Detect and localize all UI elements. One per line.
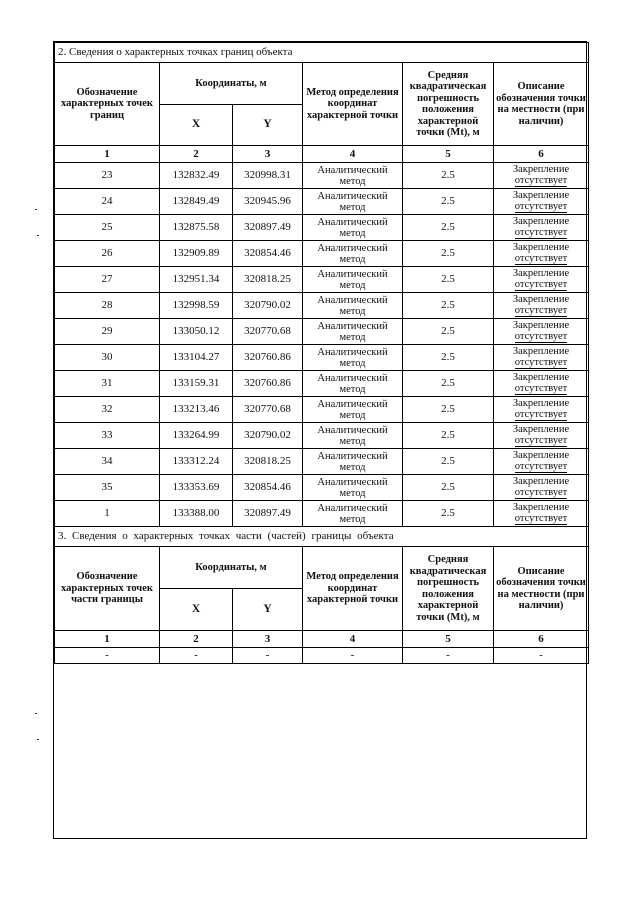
description-line-1: Закрепление	[512, 502, 570, 513]
empty-cell: -	[55, 648, 160, 664]
method-line-1: Аналитический	[317, 294, 388, 306]
method-line-2: метод	[339, 461, 366, 473]
y-coordinate-cell: 320790.02	[233, 293, 303, 319]
x-coordinate-cell: 132832.49	[160, 163, 233, 189]
description-line-2: отсутствует	[514, 435, 568, 446]
column-numbers-row	[55, 146, 589, 163]
method-cell	[303, 163, 403, 189]
empty-cell: -	[160, 648, 233, 664]
table-row	[55, 397, 589, 423]
point-id-cell: 33	[55, 423, 160, 449]
error-cell: 2.5	[403, 423, 494, 449]
method-line-1: Аналитический	[317, 268, 388, 280]
y-coordinate-cell: 320818.25	[233, 449, 303, 475]
description-line-1: Закрепление	[512, 216, 570, 227]
table-row	[55, 371, 589, 397]
point-id-cell: 30	[55, 345, 160, 371]
method-line-2: метод	[339, 331, 366, 343]
description-cell	[494, 319, 589, 345]
x-coordinate-cell: 132909.89	[160, 241, 233, 267]
document-frame	[53, 41, 587, 839]
description-line-2: отсутствует	[514, 305, 568, 316]
description-line-2: отсутствует	[514, 409, 568, 420]
header-coordinates: Координаты, м	[160, 547, 303, 589]
table-row	[55, 475, 589, 501]
description-cell	[494, 215, 589, 241]
description-cell	[494, 293, 589, 319]
method-line-1: Аналитический	[317, 502, 388, 514]
y-coordinate-cell: 320760.86	[233, 345, 303, 371]
description-line-2: отсутствует	[514, 227, 568, 238]
method-line-1: Аналитический	[317, 398, 388, 410]
description-line-2: отсутствует	[514, 357, 568, 368]
description-line-2: отсутствует	[514, 253, 568, 264]
error-cell: 2.5	[403, 241, 494, 267]
x-coordinate-cell: 133213.46	[160, 397, 233, 423]
description-cell	[494, 371, 589, 397]
point-id-cell: 34	[55, 449, 160, 475]
column-number: 2	[160, 631, 233, 648]
table-row	[55, 345, 589, 371]
method-line-1: Аналитический	[317, 190, 388, 202]
table-row-empty	[55, 648, 589, 664]
description-line-1: Закрепление	[512, 346, 570, 357]
scan-speck	[35, 713, 37, 714]
method-line-2: метод	[339, 175, 366, 187]
empty-cell: -	[494, 648, 589, 664]
header-description: Описание обозначения точки на местности (при наличии)	[494, 63, 589, 146]
column-number: 5	[403, 631, 494, 648]
table-row	[55, 163, 589, 189]
x-coordinate-cell: 132951.34	[160, 267, 233, 293]
y-coordinate-cell: 320897.49	[233, 501, 303, 527]
method-cell	[303, 423, 403, 449]
column-number: 1	[55, 146, 160, 163]
x-coordinate-cell: 132875.58	[160, 215, 233, 241]
x-coordinate-cell: 132998.59	[160, 293, 233, 319]
method-line-2: метод	[339, 513, 366, 525]
y-coordinate-cell: 320945.96	[233, 189, 303, 215]
point-id-cell: 23	[55, 163, 160, 189]
description-cell	[494, 475, 589, 501]
column-number: 4	[303, 146, 403, 163]
description-line-2: отсутствует	[514, 461, 568, 472]
error-cell: 2.5	[403, 345, 494, 371]
point-id-cell: 29	[55, 319, 160, 345]
method-line-2: метод	[339, 305, 366, 317]
section3-title: 3. Сведения о характерных точках части (частей) границы объекта	[55, 527, 589, 547]
method-cell	[303, 241, 403, 267]
method-cell	[303, 267, 403, 293]
method-line-1: Аналитический	[317, 476, 388, 488]
section2-title: 2. Сведения о характерных точках границ объекта	[55, 43, 589, 63]
error-cell: 2.5	[403, 215, 494, 241]
x-coordinate-cell: 133264.99	[160, 423, 233, 449]
description-cell	[494, 449, 589, 475]
method-line-2: метод	[339, 201, 366, 213]
method-line-2: метод	[339, 435, 366, 447]
method-line-2: метод	[339, 409, 366, 421]
method-line-2: метод	[339, 279, 366, 291]
scan-speck	[35, 209, 37, 210]
description-line-1: Закрепление	[512, 476, 570, 487]
error-cell: 2.5	[403, 475, 494, 501]
description-cell	[494, 345, 589, 371]
scan-speck	[37, 235, 39, 236]
point-id-cell: 24	[55, 189, 160, 215]
error-cell: 2.5	[403, 449, 494, 475]
header-method: Метод определения координат характерной точки	[303, 63, 403, 146]
table-row	[55, 241, 589, 267]
description-cell	[494, 189, 589, 215]
y-coordinate-cell: 320998.31	[233, 163, 303, 189]
column-number: 4	[303, 631, 403, 648]
header-method: Метод определения координат характерной точки	[303, 547, 403, 631]
description-line-2: отсутствует	[514, 279, 568, 290]
error-cell: 2.5	[403, 189, 494, 215]
y-coordinate-cell: 320897.49	[233, 215, 303, 241]
description-cell	[494, 501, 589, 527]
x-coordinate-cell: 133050.12	[160, 319, 233, 345]
method-line-1: Аналитический	[317, 164, 388, 176]
y-coordinate-cell: 320770.68	[233, 397, 303, 423]
x-coordinate-cell: 133312.24	[160, 449, 233, 475]
column-number: 2	[160, 146, 233, 163]
column-number: 5	[403, 146, 494, 163]
method-cell	[303, 449, 403, 475]
header-error: Средняя квадратическая погрешность положения характерной точки (Mt), м	[403, 63, 494, 146]
method-cell	[303, 475, 403, 501]
x-coordinate-cell: 132849.49	[160, 189, 233, 215]
error-cell: 2.5	[403, 501, 494, 527]
method-cell	[303, 319, 403, 345]
y-coordinate-cell: 320854.46	[233, 475, 303, 501]
table-row	[55, 423, 589, 449]
error-cell: 2.5	[403, 293, 494, 319]
point-id-cell: 28	[55, 293, 160, 319]
column-number: 6	[494, 631, 589, 648]
description-line-1: Закрепление	[512, 398, 570, 409]
description-line-1: Закрепление	[512, 268, 570, 279]
table-row	[55, 501, 589, 527]
point-id-cell: 1	[55, 501, 160, 527]
description-line-2: отсутствует	[514, 201, 568, 212]
method-cell	[303, 371, 403, 397]
method-cell	[303, 189, 403, 215]
y-coordinate-cell: 320770.68	[233, 319, 303, 345]
y-coordinate-cell: 320818.25	[233, 267, 303, 293]
description-line-2: отсутствует	[514, 513, 568, 524]
method-line-2: метод	[339, 487, 366, 499]
method-line-2: метод	[339, 227, 366, 239]
x-coordinate-cell: 133353.69	[160, 475, 233, 501]
description-line-1: Закрепление	[512, 450, 570, 461]
column-number: 3	[233, 631, 303, 648]
description-line-1: Закрепление	[512, 294, 570, 305]
description-line-1: Закрепление	[512, 164, 570, 175]
description-line-1: Закрепление	[512, 190, 570, 201]
method-line-1: Аналитический	[317, 450, 388, 462]
table-row	[55, 215, 589, 241]
column-number: 3	[233, 146, 303, 163]
method-line-1: Аналитический	[317, 320, 388, 332]
description-line-2: отсутствует	[514, 331, 568, 342]
column-number: 6	[494, 146, 589, 163]
point-id-cell: 35	[55, 475, 160, 501]
method-line-1: Аналитический	[317, 346, 388, 358]
y-coordinate-cell: 320790.02	[233, 423, 303, 449]
method-line-1: Аналитический	[317, 372, 388, 384]
description-line-2: отсутствует	[514, 175, 568, 186]
description-cell	[494, 423, 589, 449]
point-id-cell: 25	[55, 215, 160, 241]
description-cell	[494, 163, 589, 189]
header-x: X	[160, 589, 233, 631]
point-id-cell: 26	[55, 241, 160, 267]
description-line-2: отсутствует	[514, 383, 568, 394]
method-line-1: Аналитический	[317, 242, 388, 254]
error-cell: 2.5	[403, 397, 494, 423]
method-line-1: Аналитический	[317, 424, 388, 436]
point-id-cell: 32	[55, 397, 160, 423]
x-coordinate-cell: 133159.31	[160, 371, 233, 397]
point-id-cell: 27	[55, 267, 160, 293]
method-line-2: метод	[339, 357, 366, 369]
header-y: Y	[233, 105, 303, 146]
description-line-2: отсутствует	[514, 487, 568, 498]
scan-speck	[37, 739, 39, 740]
column-numbers-row	[55, 631, 589, 648]
section3-table	[54, 526, 589, 664]
error-cell: 2.5	[403, 371, 494, 397]
error-cell: 2.5	[403, 163, 494, 189]
method-cell	[303, 345, 403, 371]
point-id-cell: 31	[55, 371, 160, 397]
section2-table	[54, 42, 589, 527]
empty-cell: -	[233, 648, 303, 664]
description-cell	[494, 267, 589, 293]
method-line-2: метод	[339, 253, 366, 265]
table-row	[55, 189, 589, 215]
table-row	[55, 293, 589, 319]
table-row	[55, 267, 589, 293]
description-line-1: Закрепление	[512, 424, 570, 435]
error-cell: 2.5	[403, 267, 494, 293]
method-cell	[303, 293, 403, 319]
y-coordinate-cell: 320760.86	[233, 371, 303, 397]
header-y: Y	[233, 589, 303, 631]
table-row	[55, 449, 589, 475]
header-designation: Обозначение характерных точек границ	[55, 63, 160, 146]
description-cell	[494, 397, 589, 423]
header-x: X	[160, 105, 233, 146]
x-coordinate-cell: 133104.27	[160, 345, 233, 371]
error-cell: 2.5	[403, 319, 494, 345]
header-designation: Обозначение характерных точек части границы	[55, 547, 160, 631]
description-line-1: Закрепление	[512, 372, 570, 383]
method-cell	[303, 215, 403, 241]
method-line-1: Аналитический	[317, 216, 388, 228]
method-cell	[303, 397, 403, 423]
empty-cell: -	[303, 648, 403, 664]
header-error: Средняя квадратическая погрешность положения характерной точки (Mt), м	[403, 547, 494, 631]
x-coordinate-cell: 133388.00	[160, 501, 233, 527]
description-line-1: Закрепление	[512, 320, 570, 331]
column-number: 1	[55, 631, 160, 648]
table-row	[55, 319, 589, 345]
empty-cell: -	[403, 648, 494, 664]
header-coordinates: Координаты, м	[160, 63, 303, 105]
method-cell	[303, 501, 403, 527]
description-line-1: Закрепление	[512, 242, 570, 253]
header-description: Описание обозначения точки на местности (при наличии)	[494, 547, 589, 631]
method-line-2: метод	[339, 383, 366, 395]
y-coordinate-cell: 320854.46	[233, 241, 303, 267]
description-cell	[494, 241, 589, 267]
